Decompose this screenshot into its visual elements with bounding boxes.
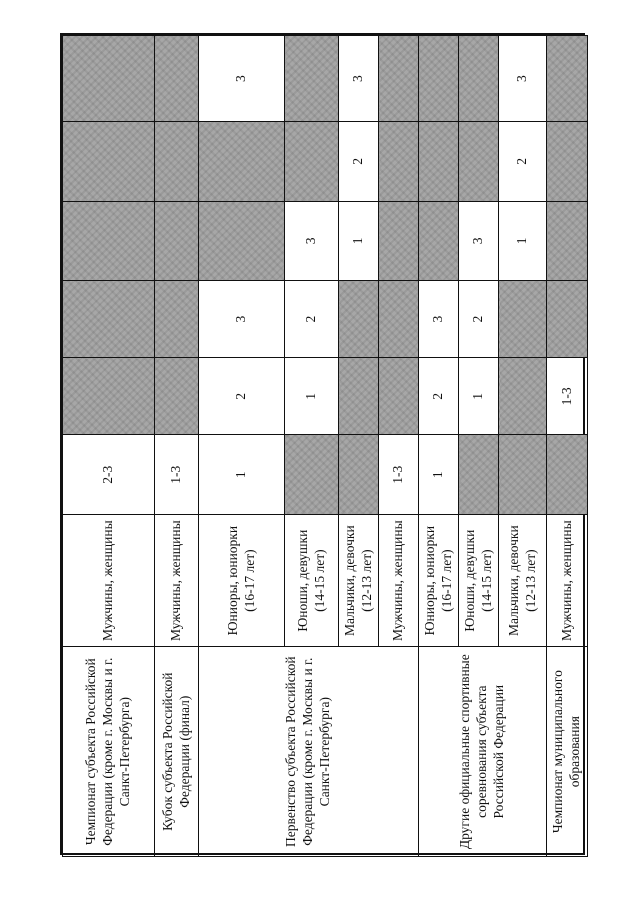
rank-cell: 1-3 bbox=[547, 358, 588, 435]
competition-cell: Первенство субъекта Российской Федерации (кроме г. Москвы и г. Санкт-Петербурга) bbox=[199, 647, 419, 857]
shaded-cell bbox=[339, 281, 379, 358]
rank-table bbox=[62, 35, 588, 857]
shaded-cell bbox=[499, 435, 547, 514]
rank-cell: 1 bbox=[499, 201, 547, 280]
rank-cell: 1-3 bbox=[379, 435, 419, 514]
shaded-cell bbox=[459, 122, 499, 201]
shaded-cell bbox=[499, 281, 547, 358]
shaded-cell bbox=[155, 281, 199, 358]
shaded-cell bbox=[419, 36, 459, 122]
group-cell: Мужчины, женщины bbox=[379, 514, 419, 646]
rank-cell: 2-3 bbox=[63, 435, 155, 514]
competition-cell: Чемпионат субъекта Российской Федерации (кроме г. Москвы и г. Санкт-Петербурга) bbox=[63, 647, 155, 857]
rank-cell: 3 bbox=[339, 36, 379, 122]
rank-cell: 3 bbox=[285, 201, 339, 280]
shaded-cell bbox=[379, 201, 419, 280]
shaded-cell bbox=[419, 201, 459, 280]
rank-cell: 3 bbox=[199, 281, 285, 358]
rank-cell: 1-3 bbox=[155, 435, 199, 514]
group-cell: Мужчины, женщины bbox=[155, 514, 199, 646]
shaded-cell bbox=[459, 435, 499, 514]
shaded-cell bbox=[63, 36, 155, 122]
shaded-cell bbox=[459, 36, 499, 122]
table-row bbox=[63, 36, 155, 857]
shaded-cell bbox=[155, 201, 199, 280]
rank-cell: 1 bbox=[459, 358, 499, 435]
group-cell: Юниоры, юниорки (16-17 лет) bbox=[419, 514, 459, 646]
table-row bbox=[547, 36, 588, 857]
shaded-cell bbox=[547, 281, 588, 358]
shaded-cell bbox=[285, 435, 339, 514]
shaded-cell bbox=[63, 122, 155, 201]
shaded-cell bbox=[285, 36, 339, 122]
rank-cell: 1 bbox=[199, 435, 285, 514]
shaded-cell bbox=[339, 358, 379, 435]
group-cell: Юноши, девушки (14-15 лет) bbox=[285, 514, 339, 646]
shaded-cell bbox=[155, 122, 199, 201]
rank-cell: 2 bbox=[285, 281, 339, 358]
shaded-cell bbox=[547, 36, 588, 122]
competition-cell: Чемпионат муниципального образования bbox=[547, 647, 588, 857]
rank-cell: 2 bbox=[459, 281, 499, 358]
shaded-cell bbox=[155, 358, 199, 435]
group-cell: Мальчики, девочки (12-13 лет) bbox=[499, 514, 547, 646]
rank-cell: 3 bbox=[459, 201, 499, 280]
shaded-cell bbox=[547, 201, 588, 280]
table-row bbox=[199, 36, 285, 857]
shaded-cell bbox=[285, 122, 339, 201]
group-cell: Мужчины, женщины bbox=[63, 514, 155, 646]
rank-table-frame bbox=[60, 33, 585, 855]
rank-cell: 3 bbox=[199, 36, 285, 122]
shaded-cell bbox=[547, 435, 588, 514]
rank-cell: 3 bbox=[499, 36, 547, 122]
shaded-cell bbox=[419, 122, 459, 201]
shaded-cell bbox=[379, 281, 419, 358]
table-row bbox=[419, 36, 459, 857]
shaded-cell bbox=[339, 435, 379, 514]
shaded-cell bbox=[499, 358, 547, 435]
shaded-cell bbox=[379, 36, 419, 122]
rank-cell: 2 bbox=[499, 122, 547, 201]
group-cell: Юниоры, юниорки (16-17 лет) bbox=[199, 514, 285, 646]
rotated-table bbox=[62, 35, 587, 857]
rank-cell: 1 bbox=[419, 435, 459, 514]
shaded-cell bbox=[379, 358, 419, 435]
rank-cell: 2 bbox=[199, 358, 285, 435]
group-cell: Юноши, девушки (14-15 лет) bbox=[459, 514, 499, 646]
shaded-cell bbox=[379, 122, 419, 201]
shaded-cell bbox=[155, 36, 199, 122]
shaded-cell bbox=[199, 201, 285, 280]
shaded-cell bbox=[199, 122, 285, 201]
shaded-cell bbox=[63, 358, 155, 435]
rank-cell: 1 bbox=[339, 201, 379, 280]
table-row bbox=[155, 36, 199, 857]
group-cell: Мальчики, девочки (12-13 лет) bbox=[339, 514, 379, 646]
shaded-cell bbox=[63, 201, 155, 280]
competition-cell: Другие официальные спортивные соревнования субъекта Российской Федерации bbox=[419, 647, 547, 857]
group-cell: Мужчины, женщины bbox=[547, 514, 588, 646]
rank-cell: 2 bbox=[339, 122, 379, 201]
competition-cell: Кубок субъекта Российской Федерации (финал) bbox=[155, 647, 199, 857]
shaded-cell bbox=[63, 281, 155, 358]
rank-cell: 2 bbox=[419, 358, 459, 435]
rank-cell: 3 bbox=[419, 281, 459, 358]
rank-cell: 1 bbox=[285, 358, 339, 435]
shaded-cell bbox=[547, 122, 588, 201]
